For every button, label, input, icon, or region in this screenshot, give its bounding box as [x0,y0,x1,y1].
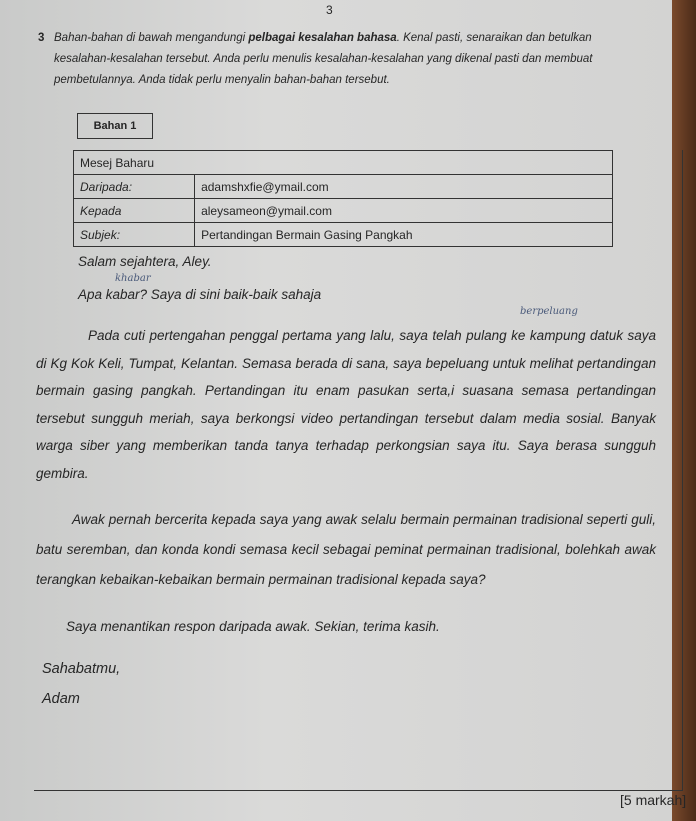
handwritten-note: khabar [115,273,151,284]
paragraph-2: Awak pernah bercerita kepada saya yang awak selalu bermain permainan tradisional seperti guli, batu seremban, dan konda kondi semasa kecil sebagai peminat permainan tradisional, bolehkah awak terangkan kebaikan-kebaikan bermain permainan tradisional kepada saya? [36,512,656,587]
row-label: Subjek: [74,223,195,247]
row-value: adamshxfie@ymail.com [195,175,613,199]
row-value: Pertandingan Bermain Gasing Pangkah [195,223,613,247]
marks: [5 markah] [620,792,687,808]
email-body [36,322,656,719]
material-label: Bahan 1 [77,113,153,139]
question-text-rest: . Kenal pasti, senaraikan dan betulkan kesalahan-kesalahan tersebut. Anda perlu menulis kesalahan-kesalahan yang dikenal pasti dan membuat pembetulannya. Anda tidak perlu menyalin bahan-bahan tersebut. [54,32,593,86]
handwritten-note: berpeluang [520,306,578,317]
question-number: 3 [38,32,45,44]
email-header-table [73,150,613,247]
page-number: 3 [326,3,333,17]
row-label: Kepada [74,199,195,223]
question-bold: pelbagai kesalahan bahasa [248,32,397,44]
row-value: aleysameon@ymail.com [195,199,613,223]
opening: Apa kabar? Saya di sini baik-baik sahaja [78,287,322,302]
question-text: Bahan-bahan di bawah mengandungi [54,32,249,44]
signature: Adam [42,690,80,707]
email-header: Mesej Baharu [74,151,613,175]
paragraph-3: Saya menantikan respon daripada awak. Sekian, terima kasih. [66,619,440,634]
question [38,28,638,91]
greeting: Salam sejahtera, Aley. [78,254,212,269]
paragraph-1: Pada cuti pertengahan penggal pertama yang lalu, saya telah pulang ke kampung datuk saya di Kg Kok Keli, Tumpat, Kelantan. Semasa berada di sana, saya bepeluang untuk melihat pertandingan bermain gasing pangkah. Pertandingan itu enam pasukan serta,i suasana semasa pertandingan tersebut sungguh meriah, saya berkongsi video pertandingan tersebut dalam media sosial. Banyak warga siber yang memberikan tanda tanya terhadap perkongsian saya itu. Saya berasa sungguh gembira. [36,328,656,481]
row-label: Daripada: [74,175,195,199]
closing: Sahabatmu, [42,660,121,677]
